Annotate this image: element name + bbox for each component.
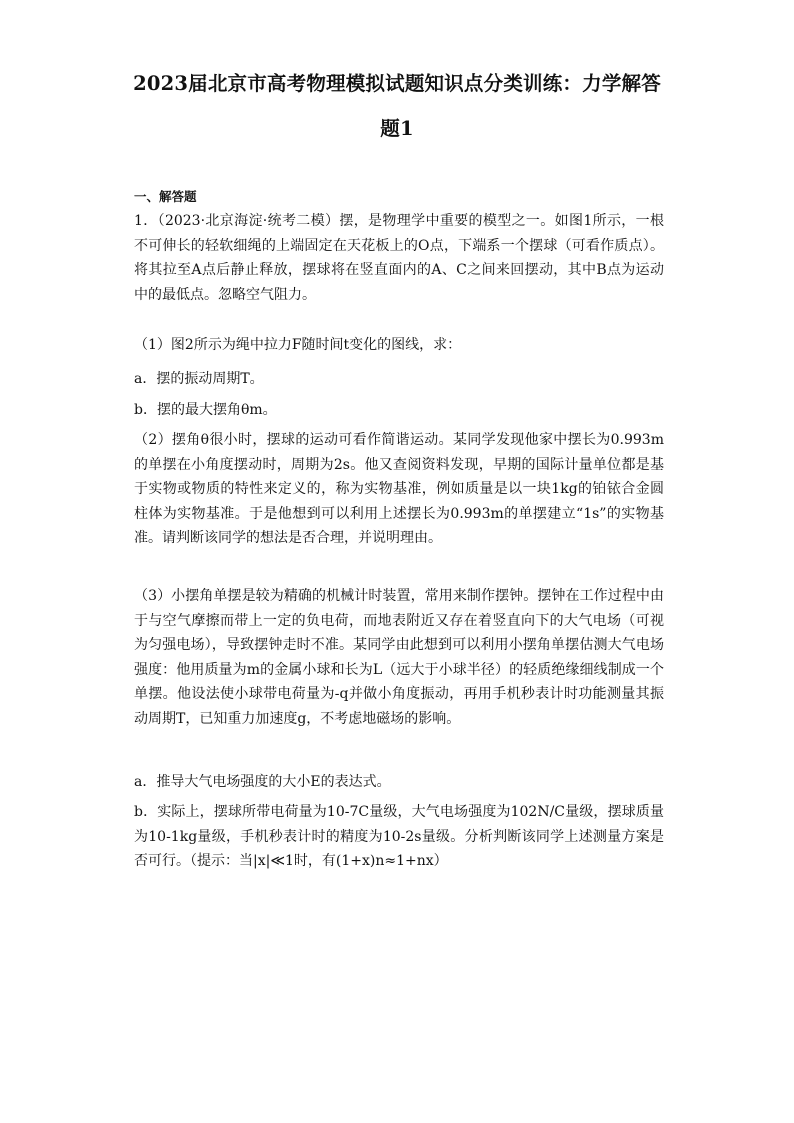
question-part-3: （3）小摆角单摆是较为精确的机械计时装置，常用来制作摆钟。摆钟在工作过程中由于与空气摩擦而带上一定的负电荷，而地表附近又存在着竖直向下的大气电场（可视为匀强电场），导致摆钟走时不准。某同学由此想到可以利用小摆角单摆估测大气电场强度：他用质量为m的金属小球和长为L（远大于小球半径）的轻质绝缘细线制成一个单摆。他设法使小球带电荷量为-q并做小角度振动，再用手机秒表计时功能测量其振动周期T，已知重力加速度g，不考虑地磁场的影响。	[134, 588, 664, 727]
question-part-1a: a．摆的振动周期T。	[134, 371, 264, 387]
document-title-line-1: 2023届北京市高考物理模拟试题知识点分类训练：力学解答	[133, 72, 661, 95]
question-part-3b: b．实际上，摆球所带电荷量为10-7C量级，大气电场强度为102N/C量级，摆球质量为10-1kg量级，手机秒表计时的精度为10-2s量级。分析判断该同学上述测量方案是否可行。（提示：当|x|≪1时，有(1+x)n≈1+nx）	[134, 804, 664, 870]
question-part-3a: a．推导大气电场强度的大小E的表达式。	[134, 774, 391, 790]
question-intro: 1．（2023·北京海淀·统考二模）摆，是物理学中重要的模型之一。如图1所示，一根不可伸长的轻软细绳的上端固定在天花板上的O点，下端系一个摆球（可看作质点）。将其拉至A点后静止释放，摆球将在竖直面内的A、C之间来回摆动，其中B点为运动中的最低点。忽略空气阻力。	[134, 213, 664, 303]
question-part-2: （2）摆角θ很小时，摆球的运动可看作简谐运动。某同学发现他家中摆长为0.993m的单摆在小角度摆动时，周期为2s。他又查阅资料发现，早期的国际计量单位都是基于实物或物质的特性来定义的，称为实物基准，例如质量是以一块1kg的铂铱合金圆柱体为实物基准。于是他想到可以利用上述摆长为0.993m的单摆建立“1s”的实物基准。请判断该同学的想法是否合理，并说明理由。	[134, 432, 664, 547]
question-part-1b: b．摆的最大摆角θm。	[134, 402, 277, 418]
question-part-1: （1）图2所示为绳中拉力F随时间t变化的图线，求：	[134, 337, 462, 353]
document-title-line-2: 题1	[380, 117, 414, 140]
section-heading: 一、解答题	[134, 189, 197, 204]
